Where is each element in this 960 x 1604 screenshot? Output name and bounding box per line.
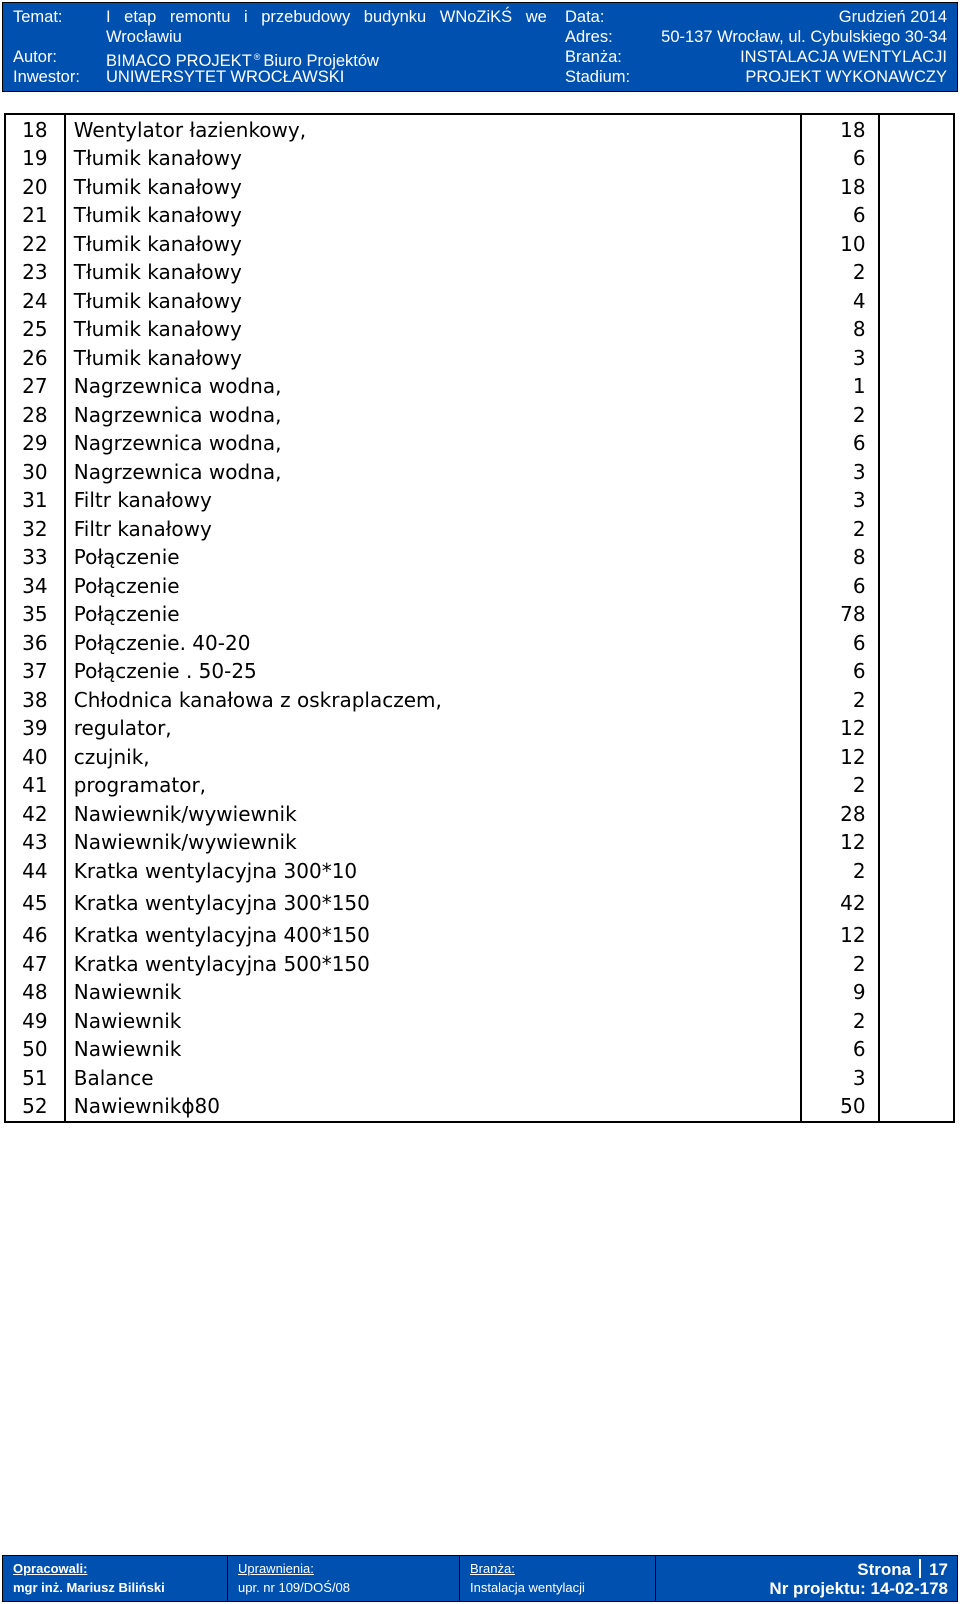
- uprawnienia-label: Uprawnienia:: [238, 1561, 314, 1576]
- table-row: [5, 372, 954, 401]
- item-name: Tłumik kanałowy: [65, 144, 801, 173]
- item-quantity: 9: [801, 978, 879, 1007]
- item-quantity: 78: [801, 600, 879, 629]
- item-quantity: 2: [801, 950, 879, 979]
- stadium-label: Stadium:: [565, 68, 631, 86]
- item-notes: [879, 173, 954, 202]
- item-number: 50: [5, 1035, 65, 1064]
- opracowali-label: Opracowali:: [13, 1561, 88, 1576]
- table-row: [5, 600, 954, 629]
- item-number: 41: [5, 771, 65, 800]
- item-number: 29: [5, 429, 65, 458]
- item-quantity: 18: [801, 114, 879, 144]
- item-quantity: 12: [801, 743, 879, 772]
- item-number: 49: [5, 1007, 65, 1036]
- table-row: [5, 800, 954, 829]
- autor-name: BIMACO PROJEKT: [106, 52, 252, 70]
- item-number: 20: [5, 173, 65, 202]
- item-number: 25: [5, 315, 65, 344]
- project-number: Nr projektu: 14-02-178: [769, 1579, 948, 1598]
- item-name: czujnik,: [65, 743, 801, 772]
- item-number: 45: [5, 885, 65, 921]
- autor-label: Autor:: [13, 48, 58, 66]
- document-footer: [2, 1555, 958, 1602]
- item-notes: [879, 857, 954, 886]
- item-quantity: 8: [801, 315, 879, 344]
- table-row: [5, 429, 954, 458]
- item-notes: [879, 230, 954, 259]
- item-quantity: 6: [801, 201, 879, 230]
- item-notes: [879, 921, 954, 950]
- item-notes: [879, 1007, 954, 1036]
- item-name: regulator,: [65, 714, 801, 743]
- item-name: Tłumik kanałowy: [65, 201, 801, 230]
- item-number: 28: [5, 401, 65, 430]
- table-row: [5, 743, 954, 772]
- table-row: [5, 401, 954, 430]
- item-number: 37: [5, 657, 65, 686]
- table-row: [5, 486, 954, 515]
- item-notes: [879, 771, 954, 800]
- item-name: Tłumik kanałowy: [65, 173, 801, 202]
- item-name: Nawiewnik: [65, 1035, 801, 1064]
- item-notes: [879, 201, 954, 230]
- item-number: 22: [5, 230, 65, 259]
- item-name: Nagrzewnica wodna,: [65, 429, 801, 458]
- table-row: [5, 1064, 954, 1093]
- item-quantity: 6: [801, 429, 879, 458]
- item-notes: [879, 486, 954, 515]
- data-value: Grudzień 2014: [838, 8, 947, 26]
- item-quantity: 10: [801, 230, 879, 259]
- item-quantity: 2: [801, 1007, 879, 1036]
- item-name: Chłodnica kanałowa z oskraplaczem,: [65, 686, 801, 715]
- page-label: Strona: [857, 1560, 912, 1579]
- equipment-table-body: [5, 114, 954, 1122]
- table-row: [5, 857, 954, 886]
- item-notes: [879, 714, 954, 743]
- item-number: 48: [5, 978, 65, 1007]
- item-name: Nawiewnik: [65, 978, 801, 1007]
- item-quantity: 42: [801, 885, 879, 921]
- table-row: [5, 1007, 954, 1036]
- item-quantity: 2: [801, 857, 879, 886]
- item-notes: [879, 950, 954, 979]
- temat-value-cont: Wrocławiu: [106, 28, 182, 46]
- table-row: [5, 885, 954, 921]
- item-name: Kratka wentylacyjna 300*10: [65, 857, 801, 886]
- item-name: Nawiewnik/wywiewnik: [65, 800, 801, 829]
- item-notes: [879, 372, 954, 401]
- registered-mark: ®: [253, 52, 261, 62]
- item-notes: [879, 515, 954, 544]
- item-name: Tłumik kanałowy: [65, 344, 801, 373]
- item-name: Tłumik kanałowy: [65, 230, 801, 259]
- item-number: 19: [5, 144, 65, 173]
- item-notes: [879, 401, 954, 430]
- table-row: [5, 543, 954, 572]
- item-notes: [879, 1035, 954, 1064]
- table-row: [5, 173, 954, 202]
- footer-page-info: [655, 1556, 958, 1601]
- table-row: [5, 201, 954, 230]
- adres-label: Adres:: [565, 28, 613, 46]
- table-row: [5, 1092, 954, 1122]
- item-quantity: 3: [801, 486, 879, 515]
- item-name: Połączenie: [65, 600, 801, 629]
- item-name: Balance: [65, 1064, 801, 1093]
- item-number: 27: [5, 372, 65, 401]
- item-number: 32: [5, 515, 65, 544]
- table-row: [5, 686, 954, 715]
- table-row: [5, 921, 954, 950]
- item-notes: [879, 1064, 954, 1093]
- item-notes: [879, 978, 954, 1007]
- table-row: [5, 258, 954, 287]
- item-number: 35: [5, 600, 65, 629]
- item-notes: [879, 114, 954, 144]
- item-name: Połączenie. 40-20: [65, 629, 801, 658]
- item-quantity: 6: [801, 657, 879, 686]
- item-number: 44: [5, 857, 65, 886]
- item-name: Tłumik kanałowy: [65, 315, 801, 344]
- table-row: [5, 828, 954, 857]
- opracowali-value: mgr inż. Mariusz Biliński: [13, 1580, 165, 1595]
- item-number: 47: [5, 950, 65, 979]
- item-number: 51: [5, 1064, 65, 1093]
- table-row: [5, 458, 954, 487]
- item-number: 38: [5, 686, 65, 715]
- document-header: [2, 2, 958, 92]
- item-quantity: 2: [801, 686, 879, 715]
- item-number: 21: [5, 201, 65, 230]
- item-name: Kratka wentylacyjna 500*150: [65, 950, 801, 979]
- item-quantity: 2: [801, 515, 879, 544]
- item-quantity: 8: [801, 543, 879, 572]
- item-number: 46: [5, 921, 65, 950]
- item-number: 43: [5, 828, 65, 857]
- item-name: Filtr kanałowy: [65, 515, 801, 544]
- item-notes: [879, 600, 954, 629]
- item-quantity: 6: [801, 144, 879, 173]
- item-notes: [879, 458, 954, 487]
- item-quantity: 50: [801, 1092, 879, 1122]
- item-notes: [879, 1092, 954, 1122]
- item-quantity: 18: [801, 173, 879, 202]
- page-divider: [919, 1559, 921, 1578]
- item-number: 36: [5, 629, 65, 658]
- item-number: 23: [5, 258, 65, 287]
- table-row: [5, 515, 954, 544]
- table-row: [5, 344, 954, 373]
- item-quantity: 2: [801, 258, 879, 287]
- item-notes: [879, 543, 954, 572]
- item-name: Nawiewnik: [65, 1007, 801, 1036]
- branza-value: INSTALACJA WENTYLACJI: [740, 48, 947, 66]
- item-quantity: 2: [801, 771, 879, 800]
- branza-label: Branża:: [565, 48, 622, 66]
- item-quantity: 12: [801, 828, 879, 857]
- item-number: 39: [5, 714, 65, 743]
- equipment-table: [4, 113, 955, 1123]
- item-number: 33: [5, 543, 65, 572]
- page-value: 17: [929, 1560, 948, 1579]
- table-row: [5, 144, 954, 173]
- item-notes: [879, 315, 954, 344]
- item-notes: [879, 686, 954, 715]
- inwestor-label: Inwestor:: [13, 68, 80, 86]
- table-row: [5, 978, 954, 1007]
- item-name: Tłumik kanałowy: [65, 258, 801, 287]
- table-row: [5, 657, 954, 686]
- item-quantity: 3: [801, 1064, 879, 1093]
- item-name: Połączenie: [65, 543, 801, 572]
- item-name: programator,: [65, 771, 801, 800]
- inwestor-value: UNIWERSYTET WROCŁAWSKI: [106, 68, 345, 86]
- table-row: [5, 315, 954, 344]
- data-label: Data:: [565, 8, 605, 26]
- footer-branza-label: Branża:: [470, 1561, 515, 1576]
- item-name: Nagrzewnica wodna,: [65, 458, 801, 487]
- item-quantity: 3: [801, 458, 879, 487]
- item-name: Nawiewnikϕ80: [65, 1092, 801, 1122]
- item-name: Połączenie . 50-25: [65, 657, 801, 686]
- item-name: Nagrzewnica wodna,: [65, 372, 801, 401]
- adres-value: 50-137 Wrocław, ul. Cybulskiego 30-34: [661, 28, 947, 46]
- item-number: 52: [5, 1092, 65, 1122]
- table-row: [5, 771, 954, 800]
- item-number: 34: [5, 572, 65, 601]
- footer-licence: [227, 1556, 460, 1601]
- item-name: Połączenie: [65, 572, 801, 601]
- table-row: [5, 572, 954, 601]
- item-number: 31: [5, 486, 65, 515]
- item-notes: [879, 258, 954, 287]
- uprawnienia-value: upr. nr 109/DOŚ/08: [238, 1580, 351, 1595]
- table-row: [5, 714, 954, 743]
- item-notes: [879, 287, 954, 316]
- item-quantity: 2: [801, 401, 879, 430]
- item-number: 26: [5, 344, 65, 373]
- item-name: Filtr kanałowy: [65, 486, 801, 515]
- item-quantity: 6: [801, 1035, 879, 1064]
- table-row: [5, 287, 954, 316]
- item-name: Wentylator łazienkowy,: [65, 114, 801, 144]
- item-notes: [879, 800, 954, 829]
- page-number: [857, 1559, 948, 1580]
- autor-suffix: Biuro Projektów: [263, 52, 379, 70]
- item-quantity: 28: [801, 800, 879, 829]
- footer-branza-value: Instalacja wentylacji: [470, 1580, 585, 1595]
- item-name: Tłumik kanałowy: [65, 287, 801, 316]
- item-notes: [879, 828, 954, 857]
- temat-value: I etap remontu i przebudowy budynku WNoZiKŚ we: [106, 8, 547, 26]
- item-name: Kratka wentylacyjna 300*150: [65, 885, 801, 921]
- item-name: Kratka wentylacyjna 400*150: [65, 921, 801, 950]
- item-number: 30: [5, 458, 65, 487]
- item-notes: [879, 144, 954, 173]
- item-number: 18: [5, 114, 65, 144]
- footer-authors: [3, 1556, 227, 1601]
- table-row: [5, 950, 954, 979]
- item-notes: [879, 885, 954, 921]
- table-row: [5, 230, 954, 259]
- stadium-value: PROJEKT WYKONAWCZY: [745, 68, 947, 86]
- item-notes: [879, 743, 954, 772]
- item-notes: [879, 429, 954, 458]
- table-row: [5, 629, 954, 658]
- temat-label: Temat:: [13, 8, 63, 26]
- table-row: [5, 114, 954, 144]
- item-notes: [879, 344, 954, 373]
- item-quantity: 1: [801, 372, 879, 401]
- item-notes: [879, 572, 954, 601]
- item-number: 24: [5, 287, 65, 316]
- item-quantity: 4: [801, 287, 879, 316]
- table-row: [5, 1035, 954, 1064]
- item-name: Nawiewnik/wywiewnik: [65, 828, 801, 857]
- item-number: 40: [5, 743, 65, 772]
- item-quantity: 3: [801, 344, 879, 373]
- item-quantity: 6: [801, 629, 879, 658]
- item-number: 42: [5, 800, 65, 829]
- footer-branch: [459, 1556, 656, 1601]
- item-name: Nagrzewnica wodna,: [65, 401, 801, 430]
- item-quantity: 12: [801, 921, 879, 950]
- item-quantity: 6: [801, 572, 879, 601]
- item-quantity: 12: [801, 714, 879, 743]
- item-notes: [879, 657, 954, 686]
- item-notes: [879, 629, 954, 658]
